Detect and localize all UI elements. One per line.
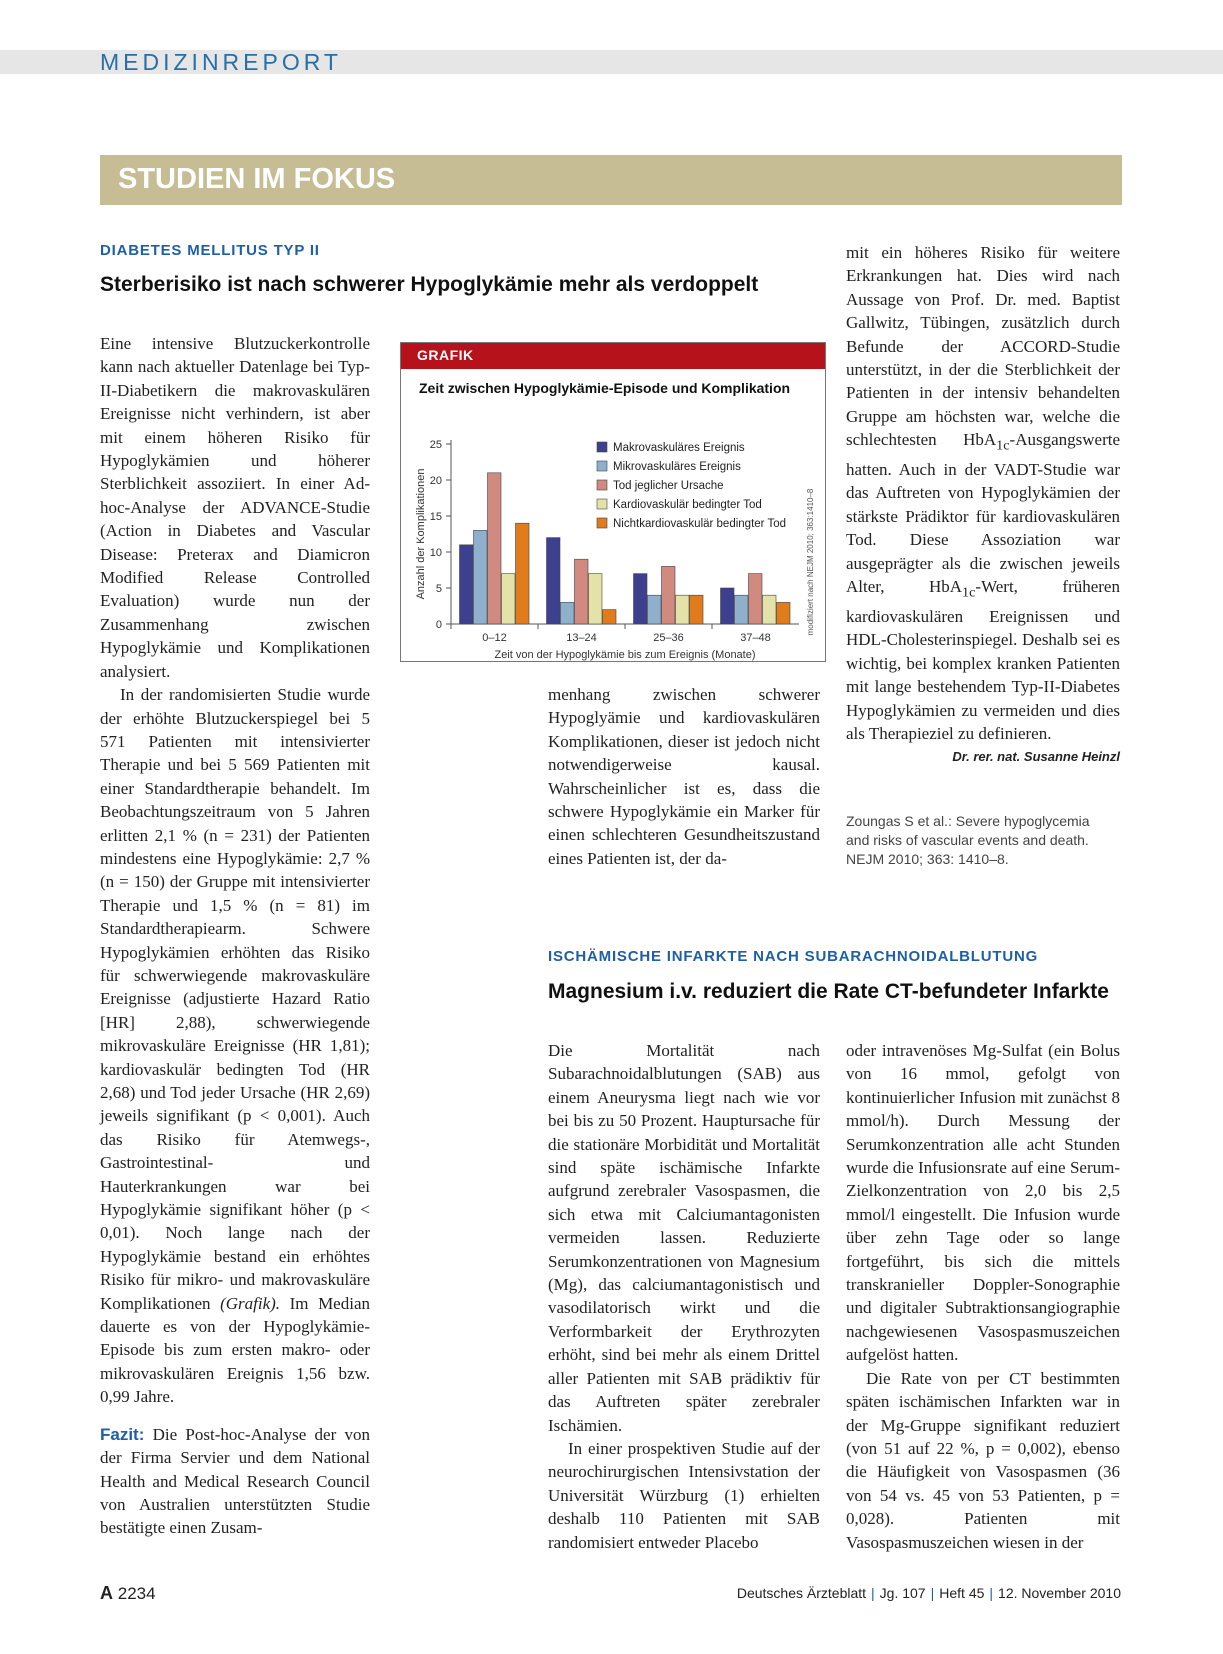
y-tick-label: 25 xyxy=(429,439,442,451)
col3-part-a: mit ein höheres Risiko für weitere Erkrankungen hat. Dies wird nach Aussage von Prof. Dr. med. Baptist Gallwitz, Tübingen, zusätzlich durch Befunde der ACCORD-Studie unterstützt, in der die Sterblichkeit der Patienten in der intensiv behandelten Gruppe am höchsten war, welche die schlechtesten HbA xyxy=(846,243,1120,450)
article1-paragraph-2-text: In der randomisierten Studie wurde der erhöhte Blutzuckerspiegel bei 5 571 Patienten mit intensivierter Therapie und bei 5 569 Patienten mit einer Standardtherapie behandelt. Im Beobachtungszeitraum von 5 Jahren erlitten 2,1 % (n = 231) der Patienten mindestens eine Hypoglykämie: 2,7 % (n = 150) der Gruppe mit intensivierter Therapie und 1,5 % (n = 81) im Standardtherapiearm. Schwere Hypoglykämien erhöhten das Risiko für schwerwiegende makrovaskuläre Ereignisse (adjustierte Hazard Ratio [HR] 2,88), schwerwiegende mikrovaskuläre Ereignisse (HR 1,81); kardiovaskulär bedingten Tod (HR 2,68) und Tod jeder Ursache (HR 2,69) jeweils signifikant (p < 0,001). Auch das Risiko für Atemwegs-, Gastrointestinal- und Hauterkrankungen war bei Hypoglykämie signifikant höher (p < 0,01). Noch lange nach der Hypoglykämie bestand ein erhöhtes Risiko für mikro- und makrovaskuläre Komplikationen xyxy=(100,685,370,1313)
fazit-paragraph xyxy=(100,1423,370,1540)
grafik-box xyxy=(400,342,826,662)
legend-swatch xyxy=(597,499,607,509)
fazit-label: Fazit: xyxy=(100,1424,145,1444)
y-tick-label: 5 xyxy=(435,583,442,595)
bar xyxy=(460,545,474,624)
article2-kicker: ISCHÄMISCHE INFARKTE NACH SUBARACHNOIDALBLUTUNG xyxy=(548,948,1039,965)
issue-date: 12. November 2010 xyxy=(998,1585,1121,1601)
grafik-reference: (Grafik). xyxy=(220,1293,281,1313)
chart-title: Zeit zwischen Hypoglykämie-Episode und Komplikation xyxy=(419,380,791,396)
legend-swatch xyxy=(597,461,607,471)
footer-citation: Deutsches Ärzteblatt | Jg. 107 | Heft 45 | 12. November 2010 xyxy=(736,1585,1121,1601)
bar xyxy=(777,602,791,624)
legend-label: Kardiovaskulär bedingter Tod xyxy=(613,499,762,511)
col3-part-b: -Ausgangswerte hatten. Auch in der VADT-Studie war das Auftreten von Hypoglykämien der stärkste Prädiktor für kardiovaskulären Tod. Diese Assoziation war ausgeprägter als die zwischen jeweils Alter, HbA xyxy=(846,430,1120,597)
article1-kicker: DIABETES MELLITUS TYP II xyxy=(100,242,320,259)
x-tick-label: 0–12 xyxy=(482,632,507,644)
article2-column-2 xyxy=(846,1039,1120,1554)
chart-credit: modifiziert nach NEJM 2010; 363:1410–8 xyxy=(806,488,815,636)
fazit-text: Die Post-hoc-Analyse der von der Firma Servier und dem National Health and Medical Research Council von Australien unterstützten Studie bestätigte einen Zusam- xyxy=(100,1424,370,1538)
hba1c-subscript: 1c xyxy=(996,437,1010,454)
bar xyxy=(474,530,488,624)
y-axis-label: Anzahl der Komplikationen xyxy=(415,468,427,600)
bar xyxy=(749,574,763,624)
article1-column-2: menhang zwischen schwerer Hypoglyämie und kardiovaskulären Komplikationen, dieser ist jedoch nicht notwendigerweise kausal. Wahrscheinlicher ist es, dass die schwere Hypoglykämie ein Marker für einen schlechteren Gesundheitszustand eines Patienten ist, der da- xyxy=(548,685,820,868)
article2-headline: Magnesium i.v. reduziert die Rate CT-befundeter Infarkte xyxy=(548,980,1109,1003)
article1-paragraph-2 xyxy=(100,683,370,1409)
y-tick-label: 20 xyxy=(429,475,442,487)
article1-paragraph-1: Eine intensive Blutzuckerkontrolle kann nach aktueller Datenlage bei Typ-II-Diabetikern die makrovaskulären Ereignisse nicht verhindern, ist aber mit einem höheren Risiko für Hypoglykämien und höherer Sterblichkeit assoziiert. In einer Ad-hoc-Analyse der ADVANCE-Studie (Action in Diabetes and Vascular Disease: Preterax and Diamicron Modified Release Controlled Evaluation) wurde nun der Zusammenhang zwischen Hypoglykämie und Komplikationen analysiert. xyxy=(100,334,370,681)
bar xyxy=(589,574,603,624)
page-number-value: 2234 xyxy=(117,1584,156,1603)
legend-swatch xyxy=(597,518,607,528)
y-tick-label: 0 xyxy=(435,619,442,631)
bar xyxy=(648,595,662,624)
legend-label: Makrovaskuläres Ereignis xyxy=(613,442,745,454)
bar xyxy=(763,595,777,624)
volume: Jg. 107 xyxy=(879,1585,926,1601)
article1-paragraph-2-end: Im Median dauerte es von der Hypoglykämie-Episode bis zum ersten makro- oder mikrovaskulären Ereignis 1,56 bzw. 0,99 Jahre. xyxy=(100,1293,370,1407)
banner xyxy=(100,155,1122,205)
article1-column-3-text xyxy=(846,241,1120,765)
bar xyxy=(690,595,704,624)
bar xyxy=(735,595,749,624)
bar xyxy=(488,473,502,624)
article2-paragraph-4: Die Rate von per CT bestimmten späten ischämischen Infarkten war in der Mg-Gruppe signifikant reduziert (von 51 auf 22 %, p = 0,002), ebenso die Häufigkeit von Vasospasmen (36 von 54 vs. 45 von 53 Patienten, p = 0,028). Patienten mit Vasospasmuszeichen wiesen in der xyxy=(846,1368,1120,1552)
bar xyxy=(516,523,530,624)
article2-paragraph-1: Die Mortalität nach Subarachnoidalblutungen (SAB) aus einem Aneurysma liegt nach wie vor bei bis zu 50 Prozent. Hauptursache für die stationäre Morbidität und Mortalität sind späte ischämische Infarkte aufgrund zerebraler Vasospasmen, die sich etwa mit Calciumantagonisten vermeiden lassen. Reduzierte Serumkonzentrationen von Magnesium (Mg), das calciumantagonistisch und vasodilatorisch wirkt und die Verformbarkeit der Erythrozyten erhöht, sind bei mehr als einem Drittel aller Patienten mit SAB prädiktiv für das Auftreten später zerebraler Ischämien. xyxy=(548,1041,820,1435)
article2-column-1 xyxy=(548,1039,820,1554)
article2-paragraph-2: In einer prospektiven Studie auf der neurochirurgischen Intensivstation der Universität Würzburg (1) erhielten deshalb 110 Patienten mit SAB randomisiert entweder Placebo xyxy=(548,1438,820,1552)
bar xyxy=(721,588,735,624)
legend-label: Mikrovaskuläres Ereignis xyxy=(613,461,741,473)
issue: Heft 45 xyxy=(939,1585,985,1601)
page-prefix: A xyxy=(100,1583,113,1603)
page-number xyxy=(100,1583,156,1604)
x-tick-label: 37–48 xyxy=(740,632,771,644)
bar xyxy=(502,574,516,624)
bar xyxy=(547,538,561,624)
bar xyxy=(676,595,690,624)
chart-svg xyxy=(401,369,825,661)
banner-title: STUDIEN IM FOKUS xyxy=(118,163,396,195)
article2-paragraph-3: oder intravenöses Mg-Sulfat (ein Bolus von 16 mmol, gefolgt von kontinuierlicher Infusion mit zunächst 8 mmol/h). Durch Messung der Serumkonzentration alle acht Stunden wurde die Infusionsrate auf eine Serum-Zielkonzentration von 2,0 bis 2,5 mmol/l eingestellt. Die Infusion wurde über zehn Tage oder so lange fortgeführt, bis sich die mittels transkranieller Doppler-Sonographie und digitaler Subtraktionsangiographie nachgewiesenen Vasospasmuszeichen aufgelöst hatten. xyxy=(846,1041,1120,1365)
x-axis-label: Zeit von der Hypoglykämie bis zum Ereignis (Monate) xyxy=(494,649,756,661)
legend-swatch xyxy=(597,442,607,452)
y-tick-label: 15 xyxy=(429,511,442,523)
journal-name: Deutsches Ärzteblatt xyxy=(736,1585,867,1601)
grafik-label: GRAFIK xyxy=(417,347,474,363)
bar xyxy=(662,566,676,624)
legend-label: Tod jeglicher Ursache xyxy=(613,480,724,492)
col3-part-c: -Wert, früheren kardiovaskulären Ereignissen und HDL-Cholesterinspiegel. Deshalb sei es wichtig, bei komplex kranken Patienten mit lange bestehendem Typ-II-Diabetes Hypoglykämien zu vermeiden und dies als Therapieziel zu definieren. xyxy=(846,577,1120,743)
author: Dr. rer. nat. Susanne Heinzl xyxy=(952,749,1120,765)
section-label: MEDIZINREPORT xyxy=(100,49,342,75)
grafik-header xyxy=(401,343,825,369)
legend-swatch xyxy=(597,480,607,490)
bar xyxy=(561,602,575,624)
reference: Zoungas S et al.: Severe hypoglycemia and risks of vascular events and death. NEJM 2010; 363: 1410–8. xyxy=(846,813,1090,867)
hba1c-subscript-2: 1c xyxy=(962,584,976,601)
bar xyxy=(603,610,617,624)
article1-column-1 xyxy=(100,332,370,1540)
legend-label: Nichtkardiovaskulär bedingter Tod xyxy=(613,518,787,530)
x-tick-label: 13–24 xyxy=(566,632,597,644)
article1-column-3 xyxy=(846,241,1120,769)
x-tick-label: 25–36 xyxy=(653,632,684,644)
y-tick-label: 10 xyxy=(429,547,442,559)
article1-headline: Sterberisiko ist nach schwerer Hypoglykämie mehr als verdoppelt xyxy=(100,273,759,296)
bar xyxy=(634,574,648,624)
bar xyxy=(575,559,589,624)
